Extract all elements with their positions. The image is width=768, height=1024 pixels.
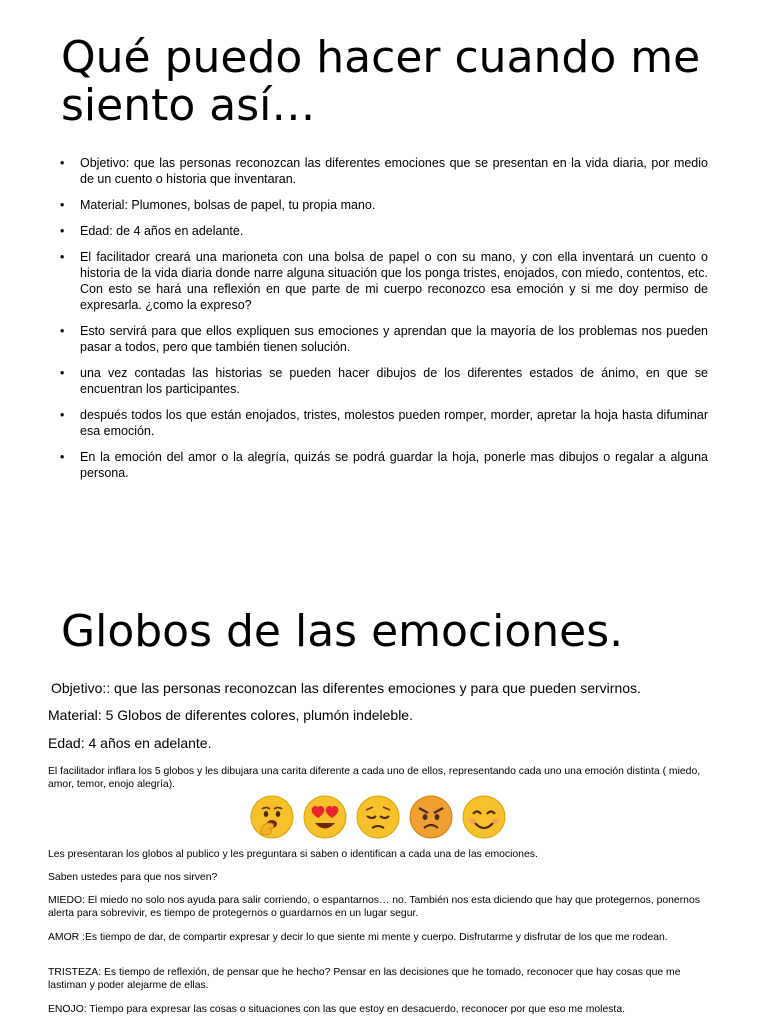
bullet-text-material: Material: Plumones, bolsas de papel, tu propia mano. bbox=[80, 198, 376, 212]
list-item bbox=[60, 323, 708, 355]
pensive-face-icon bbox=[355, 794, 401, 840]
section-title-balloons: Globos de las emociones. bbox=[61, 606, 624, 657]
heart-eyes-face-icon bbox=[302, 794, 348, 840]
list-item bbox=[60, 249, 708, 313]
bullet-text-purpose: Esto servirá para que ellos expliquen sus emociones y aprendan que la mayoría de los problemas nos pueden pasar a todos, pero que también tienen solución. bbox=[80, 324, 708, 354]
list-item bbox=[60, 197, 708, 213]
bullet-dot: • bbox=[60, 156, 65, 170]
bullet-dot: • bbox=[60, 450, 65, 464]
bullet-text-objective: Objetivo: que las personas reconozcan las diferentes emociones que se presentan en la vida diaria, por medio de un cuento o historia que inventaran. bbox=[80, 156, 708, 186]
sadness-paragraph: TRISTEZA: Es tiempo de reflexión, de pensar que he hecho? Pensar en las decisiones que he tomado, reconocer que hay cosas que me lastiman y poder alejarme de ellas. bbox=[48, 967, 681, 991]
activity-bullet-list bbox=[60, 155, 708, 491]
list-item bbox=[60, 449, 708, 481]
list-item bbox=[60, 223, 708, 239]
smiling-face-icon bbox=[461, 794, 507, 840]
angry-face-icon bbox=[408, 794, 454, 840]
list-item bbox=[60, 155, 708, 187]
objective-text: Objetivo:: que las personas reconozcan las diferentes emociones y para que pueden servirnos. bbox=[51, 680, 641, 696]
list-item bbox=[60, 365, 708, 397]
bullet-dot: • bbox=[60, 366, 65, 380]
bullet-dot: • bbox=[60, 250, 65, 264]
page-title: Qué puedo hacer cuando me siento así… bbox=[61, 32, 701, 131]
bullet-text-facilitator: El facilitador creará una marioneta con una bolsa de papel o con su mano, y con ella inventará un cuento o historia de la vida diaria donde narre alguna situación que los ponga tristes, enojados, con miedo, contentos, etc. Con esto se hará una reflexión en que parte de mi cuerpo reconozco esa emoción y si me doy permiso de expresarla. ¿como la expreso? bbox=[80, 250, 708, 312]
fear-paragraph: MIEDO: El miedo no solo nos ayuda para salir corriendo, o espantarnos… no. También nos esta diciendo que hay que protegernos, ponernos alerta para sobrevivir, es tiempo de protegernos o guardarnos en un lugar segur. bbox=[48, 895, 700, 919]
question-paragraph: Saben ustedes para que nos sirven? bbox=[48, 872, 218, 883]
age-text: Edad: 4 años en adelante. bbox=[48, 735, 212, 751]
bullet-dot: • bbox=[60, 408, 65, 422]
fearful-face-icon bbox=[249, 794, 295, 840]
bullet-text-age: Edad: de 4 años en adelante. bbox=[80, 224, 244, 238]
emotion-emoji-row bbox=[249, 794, 519, 840]
bullet-text-love-joy: En la emoción del amor o la alegría, quizás se podrá guardar la hoja, ponerle mas dibujos o regalar a alguna persona. bbox=[80, 450, 708, 480]
anger-paragraph: ENOJO: Tiempo para expresar las cosas o situaciones con las que estoy en desacuerdo, reconocer por que eso me molesta. bbox=[48, 1004, 625, 1015]
bullet-text-drawings: una vez contadas las historias se pueden hacer dibujos de los diferentes estados de ánimo, en que se encuentran los participantes. bbox=[80, 366, 708, 396]
bullet-dot: • bbox=[60, 324, 65, 338]
bullet-dot: • bbox=[60, 198, 65, 212]
bullet-text-release: después todos los que están enojados, tristes, molestos pueden romper, morder, apretar la hoja hasta difuminar esa emoción. bbox=[80, 408, 708, 438]
love-paragraph: AMOR :Es tiempo de dar, de compartir expresar y decir lo que siente mi mente y cuerpo. Disfrutarme y disfrutar de los que me rodean. bbox=[48, 932, 668, 943]
bullet-dot: • bbox=[60, 224, 65, 238]
list-item bbox=[60, 407, 708, 439]
facilitator-paragraph: El facilitador inflara los 5 globos y les dibujara una carita diferente a cada uno de ellos, representando cada uno una emoción distinta ( miedo, amor, temor, enojo alegría). bbox=[48, 766, 701, 790]
present-paragraph: Les presentaran los globos al publico y les preguntara si saben o identifican a cada una de las emociones. bbox=[48, 849, 538, 860]
material-text: Material: 5 Globos de diferentes colores, plumón indeleble. bbox=[48, 707, 413, 723]
